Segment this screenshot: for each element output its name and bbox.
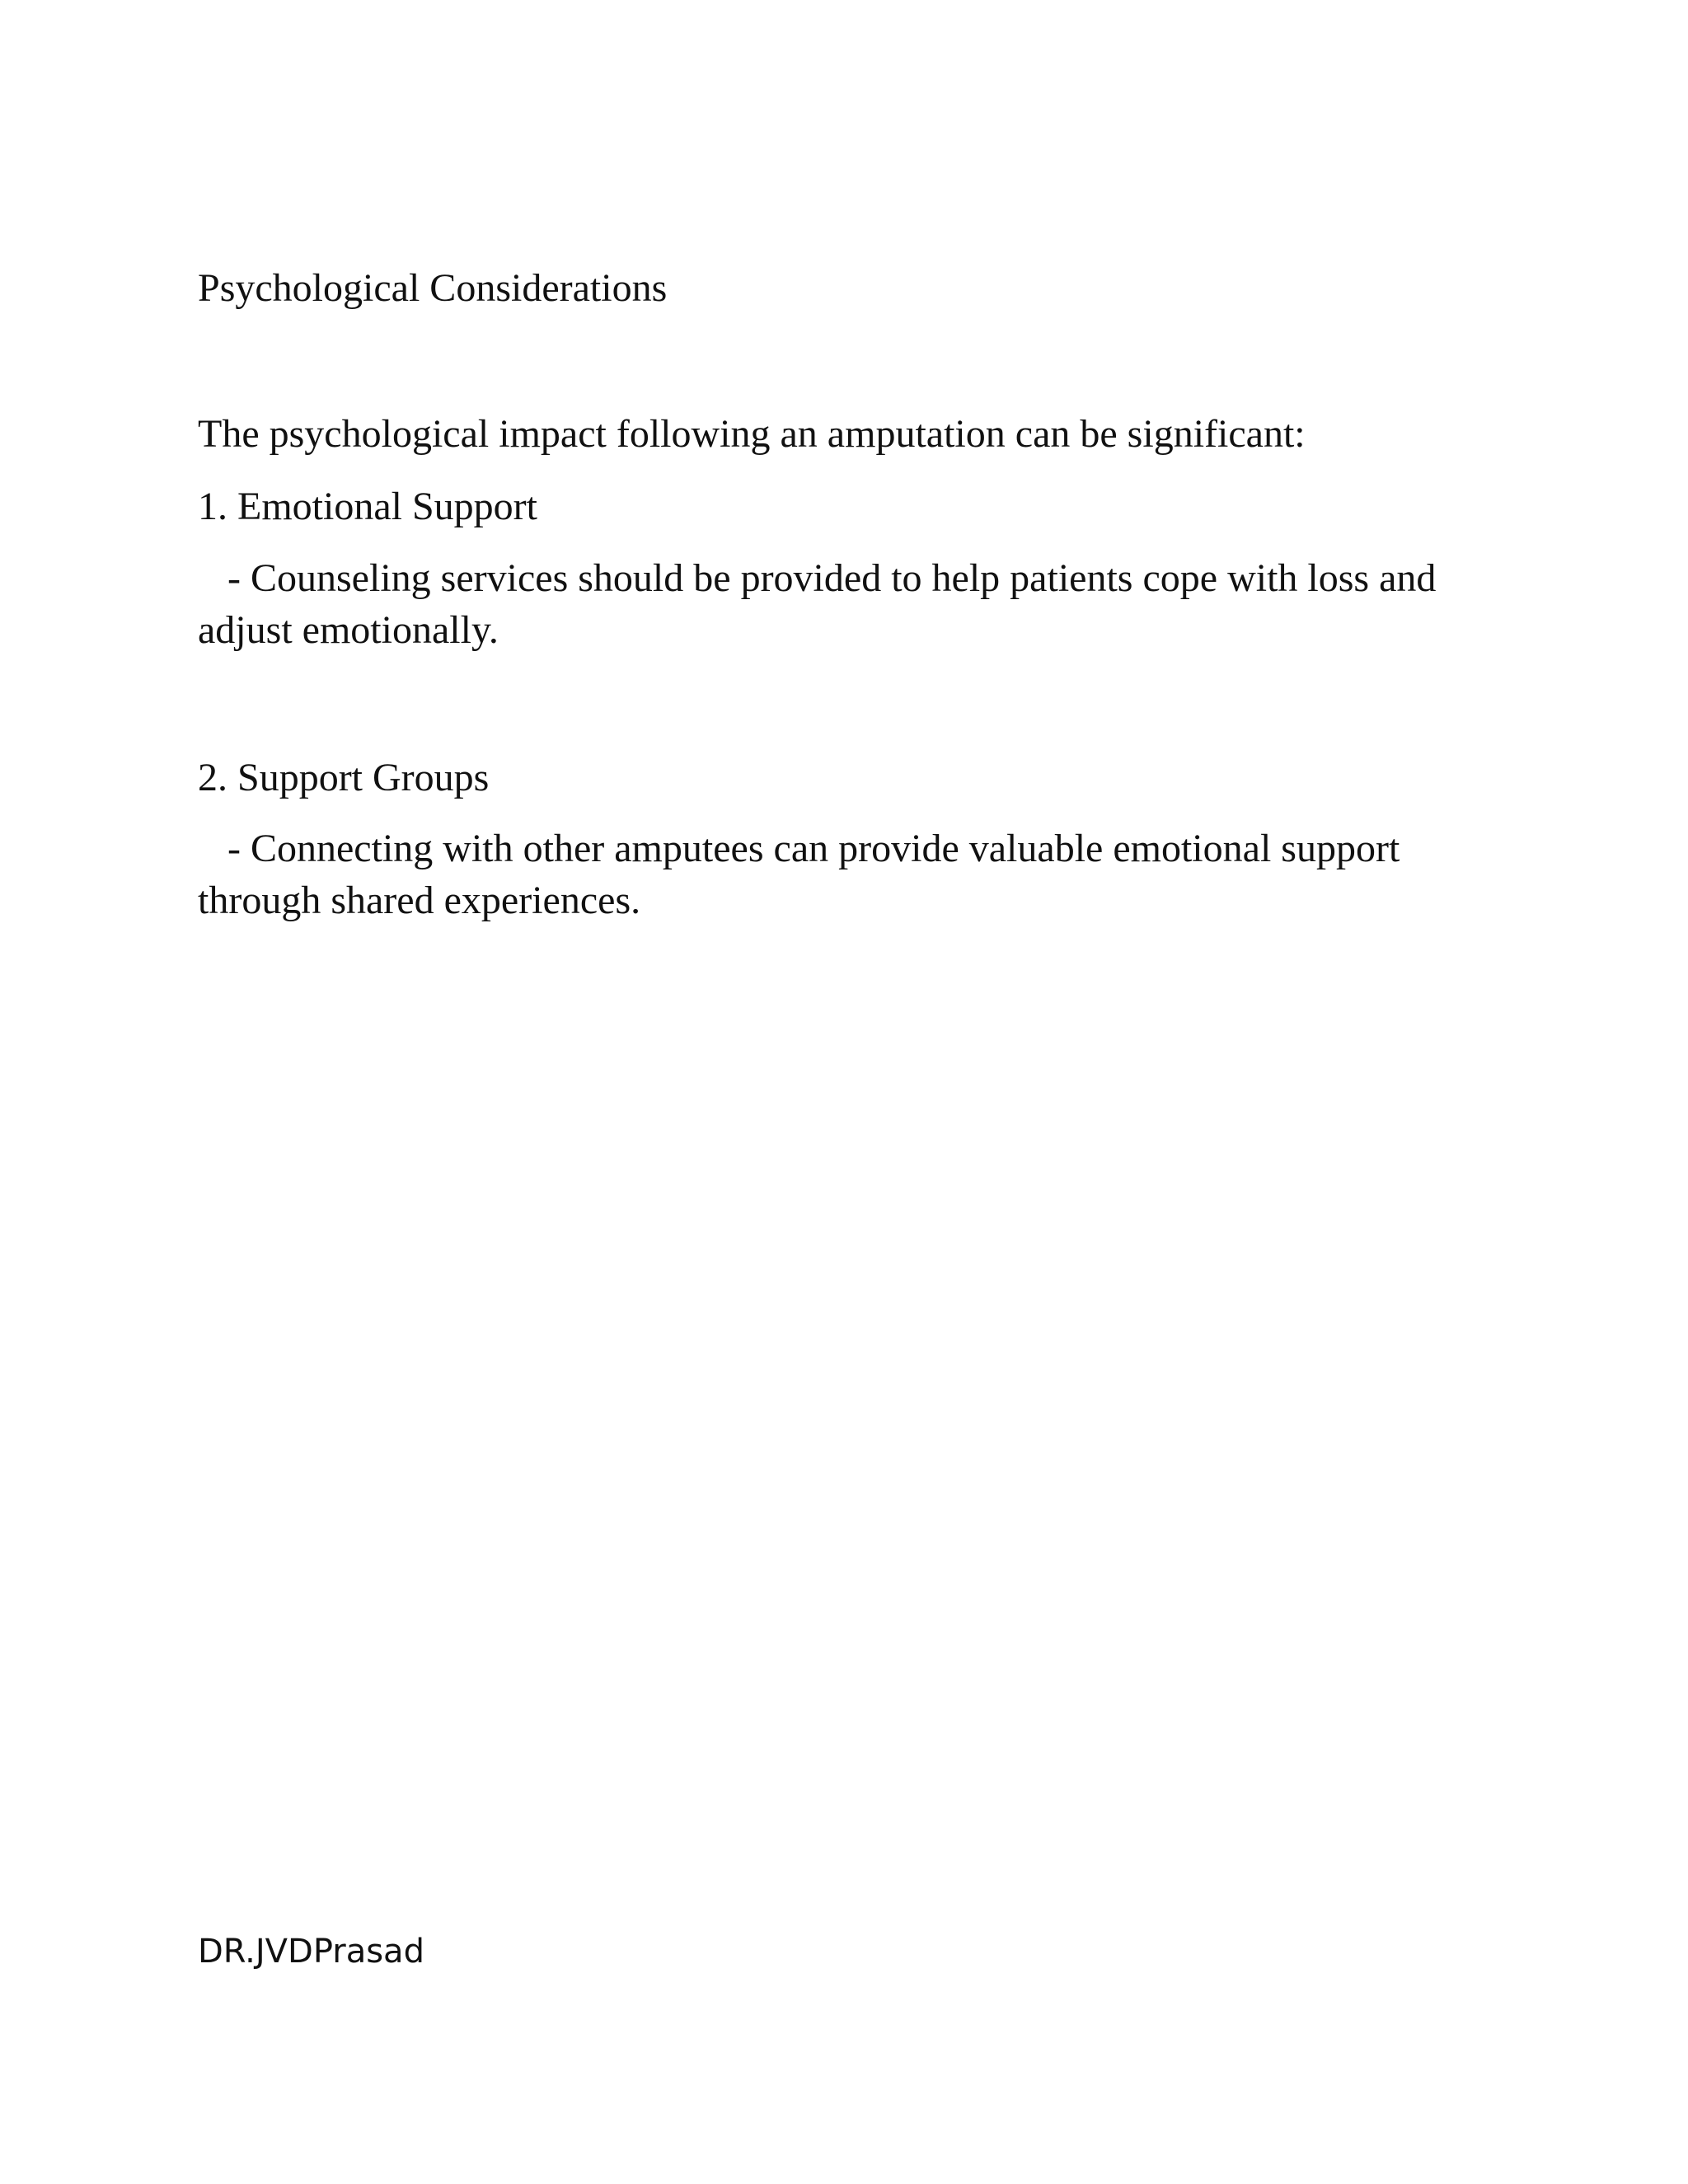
intro-paragraph: The psychological impact following an amputation can be significant: [198, 412, 1306, 456]
list-item-body-support-groups: - Connecting with other amputees can provide valuable emotional support through shared experiences. [198, 827, 1410, 923]
author-signature: DR.JVDPrasad [198, 1933, 424, 1971]
list-item-body-emotional-support: - Counseling services should be provided to help patients cope with loss and adjust emotionally. [198, 556, 1447, 653]
page-title: Psychological Considerations [198, 266, 668, 310]
list-item-heading-support-groups: 2. Support Groups [198, 756, 490, 799]
list-item-heading-emotional-support: 1. Emotional Support [198, 485, 537, 528]
